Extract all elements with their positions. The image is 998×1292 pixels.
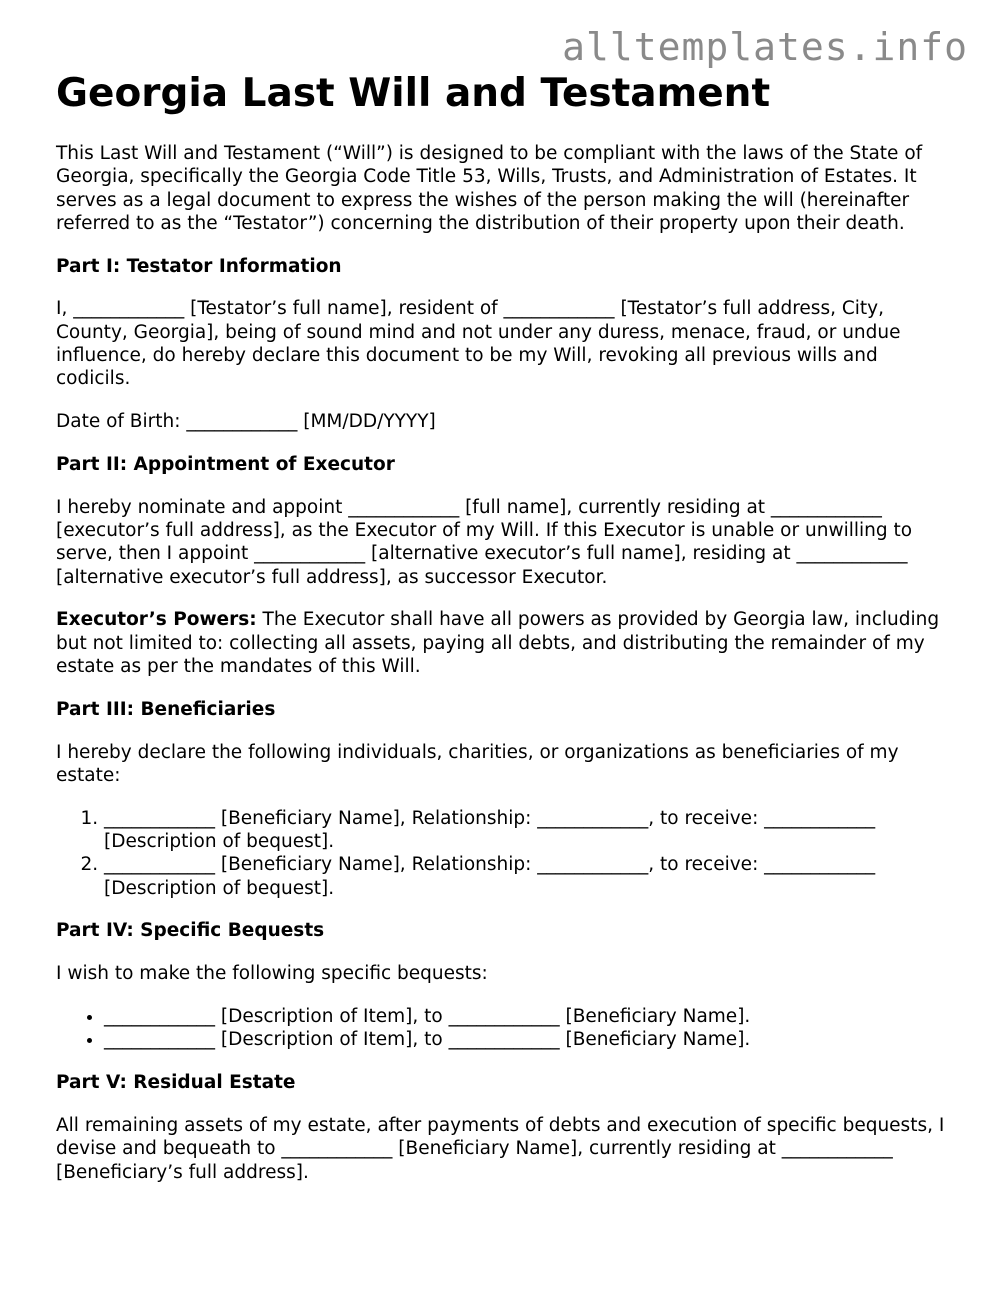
part2-heading: Part II: Appointment of Executor xyxy=(56,453,395,475)
beneficiaries-list xyxy=(56,807,946,900)
part3-text: I hereby declare the following individuals, charities, or organizations as beneficiaries of my estate: xyxy=(56,741,899,786)
list-item: • ____________ [Description of Item], to ____________ [Beneficiary Name]. xyxy=(104,1005,946,1028)
executor-powers-text: The Executor shall have all powers as provided by Georgia law, including but not limited to: collecting all assets, paying all debts, and distributing the remainder of my estate as per the mandates of this Will. xyxy=(56,609,940,678)
watermark: alltemplates.info xyxy=(562,25,968,69)
document-body xyxy=(56,70,946,1203)
list-item: 1. ____________ [Beneficiary Name], Relationship: ____________, to receive: ____________ [Description of bequest]. xyxy=(104,807,946,854)
part4-heading: Part IV: Specific Bequests xyxy=(56,920,325,942)
bequests-list xyxy=(56,1005,946,1052)
part2-text: I hereby nominate and appoint ____________ [full name], currently residing at ____________ [executor’s full address], as the Executor of my Will. If this Executor is unable or unwilling to serve, then I appoint ____________ [alternative executor’s full name], residing at ____________ [alternative executor’s full address], as successor Executor. xyxy=(56,496,913,588)
list-item: • ____________ [Description of Item], to ____________ [Beneficiary Name]. xyxy=(104,1028,946,1051)
intro-paragraph: This Last Will and Testament (“Will”) is designed to be compliant with the laws of the State of Georgia, specifically the Georgia Code Title 53, Wills, Trusts, and Administration of Estates. It serves as a legal document to express the wishes of the person making the will (hereinafter referred to as the “Testator”) concerning the distribution of their property upon their death. xyxy=(56,143,923,234)
list-item: 2. ____________ [Beneficiary Name], Relationship: ____________, to receive: ____________ [Description of bequest]. xyxy=(104,853,946,900)
part5-text: All remaining assets of my estate, after payments of debts and execution of specific bequests, I devise and bequeath to ____________ [Beneficiary Name], currently residing at ____________ [Beneficiary’s full address]. xyxy=(56,1114,945,1183)
page-title: Georgia Last Will and Testament xyxy=(56,71,771,116)
part1-dob: Date of Birth: ____________ [MM/DD/YYYY] xyxy=(56,411,436,433)
part5-heading: Part V: Residual Estate xyxy=(56,1072,296,1094)
part3-heading: Part III: Beneficiaries xyxy=(56,698,276,720)
executor-powers-paragraph xyxy=(56,608,946,678)
part1-heading: Part I: Testator Information xyxy=(56,255,342,277)
part4-text: I wish to make the following specific bequests: xyxy=(56,963,488,985)
part1-text: I, ____________ [Testator’s full name], resident of ____________ [Testator’s full address, City, County, Georgia], being of sound mind and not under any duress, menace, fraud, or undue influence, do hereby declare this document to be my Will, revoking all previous wills and codicils. xyxy=(56,298,901,390)
executor-powers-label: Executor’s Powers: xyxy=(56,609,257,631)
